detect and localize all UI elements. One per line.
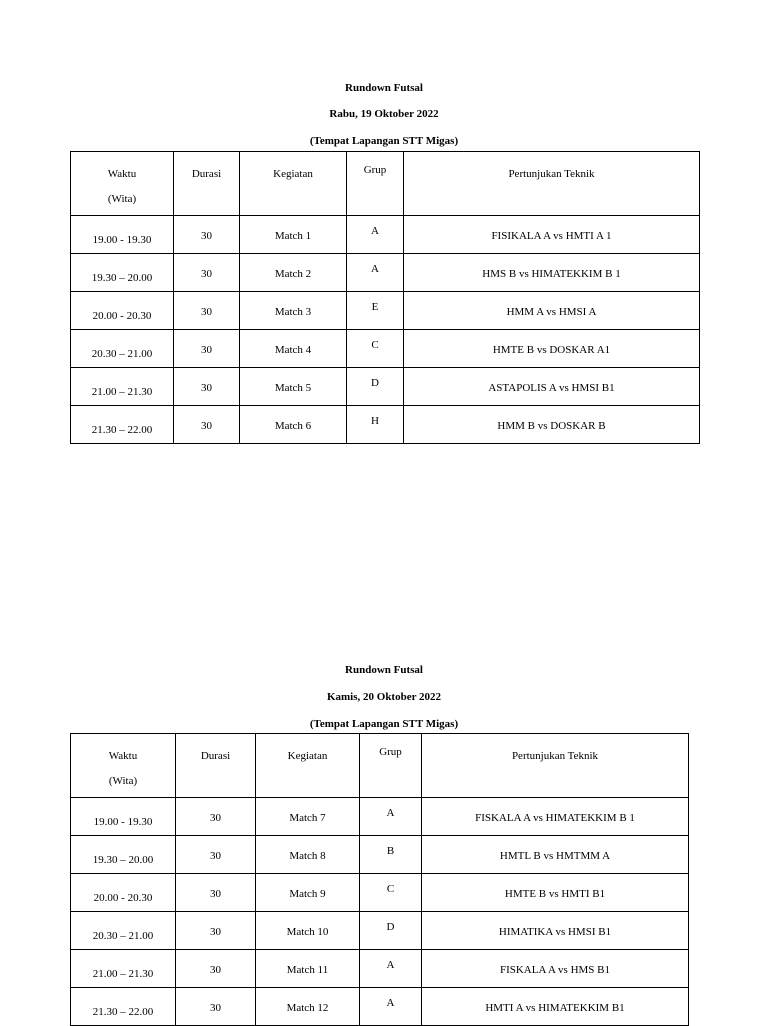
section-2-venue: (Tempat Lapangan STT Migas): [309, 718, 459, 730]
duration-cell: 30: [176, 912, 256, 950]
duration-cell: 30: [176, 798, 256, 836]
table-row: [71, 216, 700, 254]
time-cell: 19.30 – 20.00: [71, 254, 174, 292]
header-durasi: Durasi: [174, 152, 240, 216]
activity-cell: Match 9: [256, 874, 360, 912]
header-waktu: Waktu (Wita): [71, 152, 174, 216]
section-2-title: Rundown Futsal: [345, 664, 423, 676]
table-row: [71, 292, 700, 330]
group-cell: A: [347, 254, 404, 292]
duration-cell: 30: [174, 368, 240, 406]
schedule-table-1: [70, 151, 700, 444]
activity-cell: Match 10: [256, 912, 360, 950]
duration-cell: 30: [174, 254, 240, 292]
activity-cell: Match 5: [240, 368, 347, 406]
activity-cell: Match 4: [240, 330, 347, 368]
table-row: [71, 406, 700, 444]
table-row: [71, 254, 700, 292]
header-pertunjukan: Pertunjukan Teknik: [422, 734, 689, 798]
group-cell: D: [347, 368, 404, 406]
section-1-date: Rabu, 19 Oktober 2022: [329, 108, 439, 120]
header-pertunjukan: Pertunjukan Teknik: [404, 152, 700, 216]
header-durasi: Durasi: [176, 734, 256, 798]
matchup-cell: HMTL B vs HMTMM A: [422, 836, 689, 874]
matchup-cell: HMM B vs DOSKAR B: [404, 406, 700, 444]
time-cell: 19.00 - 19.30: [71, 216, 174, 254]
table-row: [71, 874, 689, 912]
group-cell: D: [360, 912, 422, 950]
time-cell: 20.30 – 21.00: [71, 912, 176, 950]
activity-cell: Match 2: [240, 254, 347, 292]
group-cell: A: [360, 988, 422, 1026]
section-1-venue: (Tempat Lapangan STT Migas): [309, 135, 459, 147]
group-cell: C: [347, 330, 404, 368]
time-cell: 20.00 - 20.30: [71, 292, 174, 330]
group-cell: B: [360, 836, 422, 874]
table-row: [71, 798, 689, 836]
group-cell: C: [360, 874, 422, 912]
table-row: [71, 988, 689, 1026]
activity-cell: Match 1: [240, 216, 347, 254]
duration-cell: 30: [176, 874, 256, 912]
duration-cell: 30: [174, 216, 240, 254]
duration-cell: 30: [174, 330, 240, 368]
matchup-cell: HMTI A vs HIMATEKKIM B1: [422, 988, 689, 1026]
activity-cell: Match 8: [256, 836, 360, 874]
group-cell: A: [360, 798, 422, 836]
section-1-title: Rundown Futsal: [345, 82, 423, 94]
duration-cell: 30: [176, 950, 256, 988]
header-grup: Grup: [347, 152, 404, 216]
matchup-cell: HMM A vs HMSI A: [404, 292, 700, 330]
header-kegiatan: Kegiatan: [240, 152, 347, 216]
matchup-cell: HMS B vs HIMATEKKIM B 1: [404, 254, 700, 292]
table-row: [71, 330, 700, 368]
time-cell: 20.30 – 21.00: [71, 330, 174, 368]
group-cell: A: [360, 950, 422, 988]
table-row: [71, 836, 689, 874]
table-row: [71, 950, 689, 988]
matchup-cell: HIMATIKA vs HMSI B1: [422, 912, 689, 950]
time-cell: 21.00 – 21.30: [71, 950, 176, 988]
table-header-row: [71, 152, 700, 216]
activity-cell: Match 3: [240, 292, 347, 330]
section-2-date: Kamis, 20 Oktober 2022: [326, 691, 442, 703]
time-cell: 21.00 – 21.30: [71, 368, 174, 406]
group-cell: H: [347, 406, 404, 444]
duration-cell: 30: [174, 292, 240, 330]
activity-cell: Match 7: [256, 798, 360, 836]
time-cell: 19.30 – 20.00: [71, 836, 176, 874]
matchup-cell: ASTAPOLIS A vs HMSI B1: [404, 368, 700, 406]
table-row: [71, 912, 689, 950]
activity-cell: Match 12: [256, 988, 360, 1026]
time-cell: 20.00 - 20.30: [71, 874, 176, 912]
table-header-row: [71, 734, 689, 798]
table-row: [71, 368, 700, 406]
time-cell: 19.00 - 19.30: [71, 798, 176, 836]
header-wita: (Wita): [107, 193, 137, 205]
matchup-cell: FISKALA A vs HIMATEKKIM B 1: [422, 798, 689, 836]
duration-cell: 30: [176, 988, 256, 1026]
group-cell: E: [347, 292, 404, 330]
time-cell: 21.30 – 22.00: [71, 406, 174, 444]
header-kegiatan: Kegiatan: [256, 734, 360, 798]
schedule-table-2: [70, 733, 689, 1026]
header-grup: Grup: [360, 734, 422, 798]
matchup-cell: HMTE B vs HMTI B1: [422, 874, 689, 912]
matchup-cell: FISKALA A vs HMS B1: [422, 950, 689, 988]
activity-cell: Match 11: [256, 950, 360, 988]
matchup-cell: FISIKALA A vs HMTI A 1: [404, 216, 700, 254]
activity-cell: Match 6: [240, 406, 347, 444]
header-waktu: Waktu (Wita): [71, 734, 176, 798]
group-cell: A: [347, 216, 404, 254]
duration-cell: 30: [174, 406, 240, 444]
header-wita: (Wita): [108, 775, 138, 787]
matchup-cell: HMTE B vs DOSKAR A1: [404, 330, 700, 368]
time-cell: 21.30 – 22.00: [71, 988, 176, 1026]
duration-cell: 30: [176, 836, 256, 874]
